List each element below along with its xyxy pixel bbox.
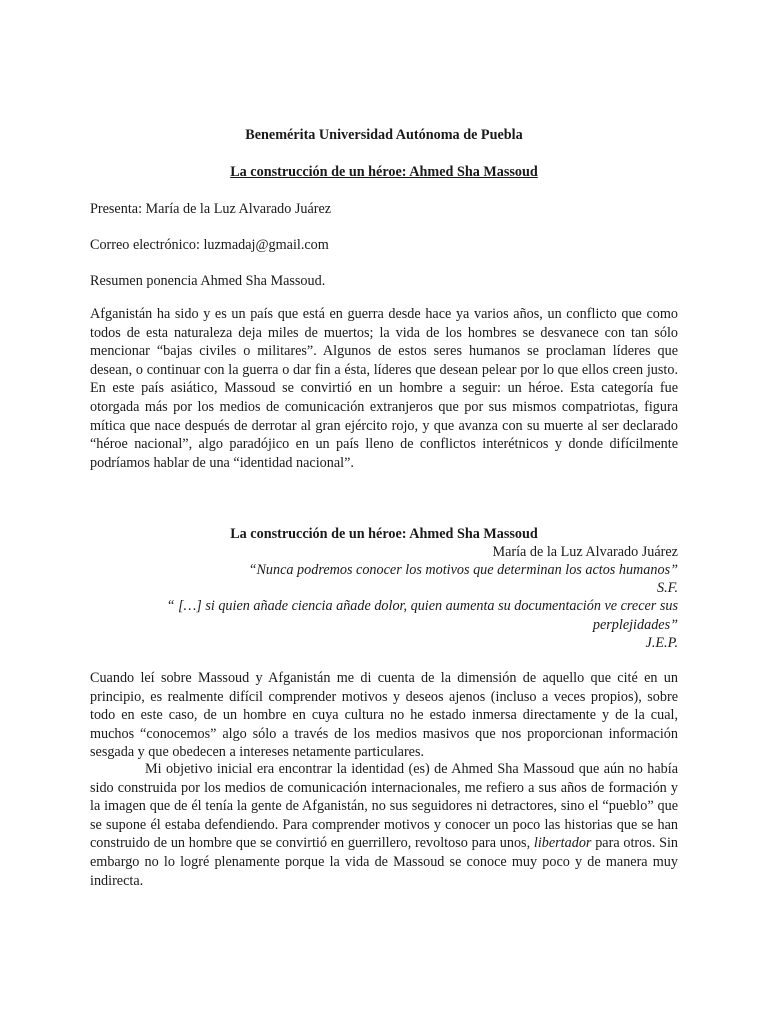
summary-label: Resumen ponencia Ahmed Sha Massoud.	[90, 273, 326, 289]
document-title: La construcción de un héroe: Ahmed Sha Massoud	[230, 164, 538, 180]
libertador-emphasis: libertador	[533, 835, 592, 852]
section-author: María de la Luz Alvarado Juárez	[492, 544, 678, 560]
body-paragraph-1: Cuando leí sobre Massoud y Afganistán me di cuenta de la dimensión de aquello que cité en un principio, es realmente difícil comprender motivos y deseos ajenos (incluso a veces propios), sobre todo en este caso, de un hombre en cuya cultura no he estado inmersa directamente y de la cual, muchos “conocemos” algo sólo a través de los medios masivos que nos proporcionan información sesgada y que obedecen a intereses netamente particulares.	[90, 670, 678, 761]
epigraph-quote-2: “ […] si quien añade ciencia añade dolor, quien aumenta su documentación ve crecer sus perplejidades”	[166, 598, 678, 633]
epigraph-attribution-2: J.E.P.	[645, 635, 678, 651]
epigraph-attribution-1: S.F.	[656, 580, 678, 596]
presenter-line: Presenta: María de la Luz Alvarado Juárez	[90, 201, 332, 217]
body-paragraph-2-text-a: Mi objetivo inicial era encontrar la identidad (es) de Ahmed Sha Massoud que aún no había sido construida por los medios de comunicación internacionales, me refiero a sus años de formación y la imagen que de él tenía la gente de Afganistán, no sus seguidores ni detractores, sino el “pueblo” que se supone él estaba defendiendo. Para comprender motivos y conocer un poco las historias que se han construido de un hombre que se convirtió en guerrillero, revoltoso para unos,	[90, 761, 678, 852]
section-title: La construcción de un héroe: Ahmed Sha Massoud	[230, 526, 538, 542]
body-paragraph-2	[90, 760, 678, 890]
university-heading: Benemérita Universidad Autónoma de Puebla	[245, 127, 523, 143]
epigraph-quote-1: “Nunca podremos conocer los motivos que determinan los actos humanos”	[248, 562, 678, 578]
email-line: Correo electrónico: luzmadaj@gmail.com	[90, 237, 329, 253]
abstract-paragraph: Afganistán ha sido y es un país que está en guerra desde hace ya varios años, un conflicto que como todos de esta naturaleza deja miles de muertos; la vida de los hombres se desvanece con tan sólo mencionar “bajas civiles o militares”. Algunos de estos seres humanos se proclaman líderes que desean, o continuar con la guerra o dar fin a ésta, líderes que desean pelear por lo que ellos creen justo. En este país asiático, Massoud se convirtió en un hombre a seguir: un héroe. Esta categoría fue otorgada más por los medios de comunicación extranjeros que por sus mismos compatriotas, figura mítica que nace después de derrotar al gran ejército rojo, y que avanza con su muerte al ser declarado “héroe nacional”, algo paradójico en un país lleno de conflictos interétnicos y donde difícilmente podríamos hablar de una “identidad nacional”.	[90, 306, 678, 471]
body-paragraph-2-text-b: para otros. Sin embargo no lo logré plenamente porque la vida de Massoud se conoce muy poco y de manera muy indirecta.	[90, 835, 678, 889]
